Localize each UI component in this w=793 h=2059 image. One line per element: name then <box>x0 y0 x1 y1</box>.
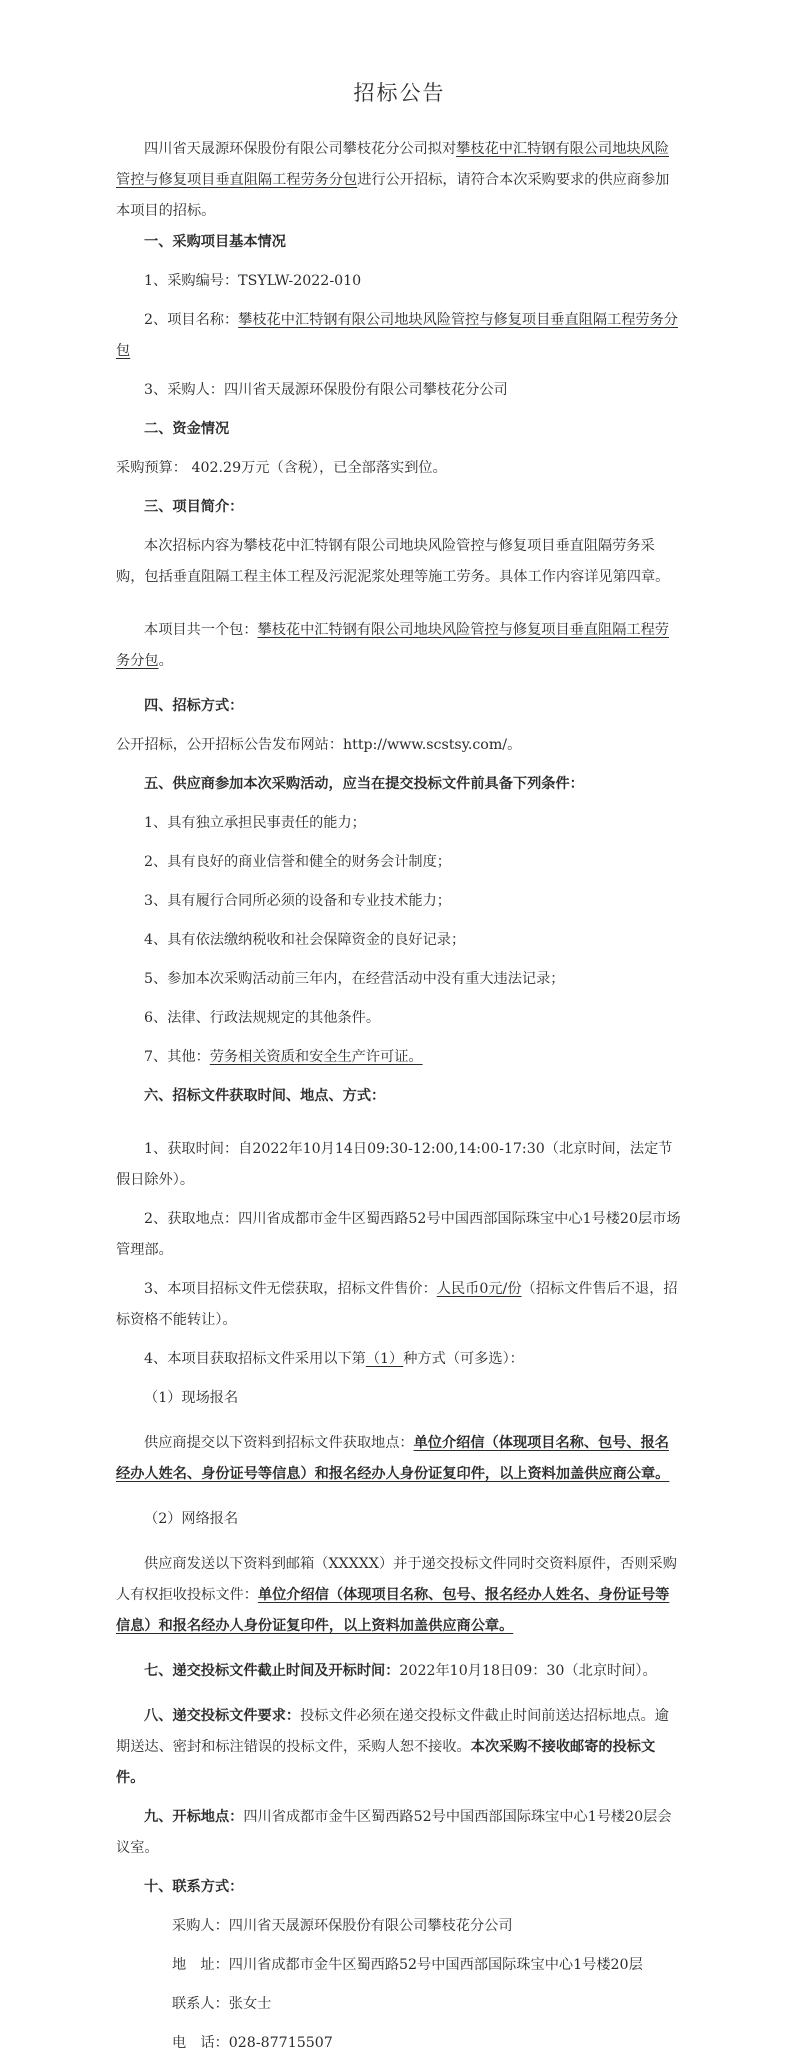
condition-item-other: 7、其他：劳务相关资质和安全生产许可证。 <box>144 1049 423 1065</box>
online-required-documents: 单位介绍信（体现项目名称、包号、报名经办人姓名、身份证号等信息）和报名经办人身份证复印件，以上资料加盖供应商公章。 <box>116 1587 670 1634</box>
condition-item: 6、法律、行政法规规定的其他条件。 <box>144 1010 381 1026</box>
onsite-required-documents: 单位介绍信（体现项目名称、包号、报名经办人姓名、身份证号等信息）和报名经办人身份证复印件，以上资料加盖供应商公章。 <box>116 1435 670 1482</box>
project-summary: 本次招标内容为攀枝花中汇特钢有限公司地块风险管控与修复项目垂直阻隔劳务采购，包括垂直阻隔工程主体工程及污泥泥浆处理等施工劳务。具体工作内容详见第四章。 <box>116 538 670 585</box>
method-number: （1） <box>365 1351 404 1367</box>
package-name: 攀枝花中汇特钢有限公司地块风险管控与修复项目垂直阻隔工程劳务分包 <box>116 622 669 669</box>
acquisition-method: 4、本项目获取招标文件采用以下第（1）种方式（可多选）： <box>144 1351 524 1367</box>
project-name: 2、项目名称：攀枝花中汇特钢有限公司地块风险管控与修复项目垂直阻隔工程劳务分包 <box>116 312 678 359</box>
other-requirement: 劳务相关资质和安全生产许可证。 <box>209 1049 423 1065</box>
price-value: 人民币0元/份 <box>436 1281 522 1297</box>
condition-item: 3、具有履行合同所必须的设备和专业技术能力； <box>144 893 451 909</box>
section-8-heading: 八、递交投标文件要求： <box>144 1708 301 1724</box>
onsite-registration-title: （1）现场报名 <box>144 1390 239 1406</box>
condition-item: 1、具有独立承担民事责任的能力； <box>144 815 366 831</box>
package-info: 本项目共一个包：攀枝花中汇特钢有限公司地块风险管控与修复项目垂直阻隔工程劳务分包。 <box>116 622 669 669</box>
section-1-heading: 一、采购项目基本情况 <box>144 234 286 250</box>
condition-item: 5、参加本次采购活动前三年内，在经营活动中没有重大违法记录； <box>144 971 565 987</box>
section-3-heading: 三、项目简介： <box>144 499 244 515</box>
section-6-heading: 六、招标文件获取时间、地点、方式： <box>144 1088 386 1104</box>
online-registration-text: 供应商发送以下资料到邮箱（XXXXX）并于递交投标文件同时交资料原件，否则采购人有权拒收投标文件：单位介绍信（体现项目名称、包号、报名经办人姓名、身份证号等信息）和报名经办人身份证复印件，以上资料加盖供应商公章。 <box>116 1556 677 1634</box>
contact-phone: 电 话：028-87715507 <box>172 2035 333 2051</box>
section-7: 七、递交投标文件截止时间及开标时间：2022年10月18日09：30（北京时间）。 <box>144 1663 657 1679</box>
bidding-method: 公开招标，公开招标公告发布网站：http://www.scstsy.com/。 <box>116 737 522 753</box>
project-name-value: 攀枝花中汇特钢有限公司地块风险管控与修复项目垂直阻隔工程劳务分包 <box>116 312 678 359</box>
section-5-heading: 五、供应商参加本次采购活动，应当在提交投标文件前具备下列条件： <box>144 776 584 792</box>
purchaser: 3、采购人：四川省天晟源环保股份有限公司攀枝花分公司 <box>144 382 508 398</box>
section-8: 八、递交投标文件要求：投标文件必须在递交投标文件截止时间前送达招标地点。逾期送达、密封和标注错误的投标文件，采购人恕不接收。本次采购不接收邮寄的投标文件。 <box>116 1708 669 1786</box>
section-2-heading: 二、资金情况 <box>144 421 230 437</box>
contact-person: 联系人：张女士 <box>172 1996 272 2012</box>
project-name-link: 攀枝花中汇特钢有限公司地块风险管控与修复项目垂直阻隔工程劳务分包 <box>116 141 669 188</box>
acquisition-time: 1、获取时间：自2022年10月14日09:30-12:00,14:00-17:30（北京时间，法定节假日除外）。 <box>116 1141 673 1188</box>
section-9: 九、开标地点：四川省成都市金牛区蜀西路52号中国西部国际珠宝中心1号楼20层会议室。 <box>116 1809 672 1856</box>
section-9-heading: 九、开标地点： <box>144 1809 244 1825</box>
section-4-heading: 四、招标方式： <box>144 698 244 714</box>
condition-item: 2、具有良好的商业信誉和健全的财务会计制度； <box>144 854 451 870</box>
onsite-registration-text: 供应商提交以下资料到招标文件获取地点：单位介绍信（体现项目名称、包号、报名经办人姓名、身份证号等信息）和报名经办人身份证复印件，以上资料加盖供应商公章。 <box>116 1435 670 1482</box>
contact-address: 地 址：四川省成都市金牛区蜀西路52号中国西部国际珠宝中心1号楼20层 <box>172 1957 643 1973</box>
page-title: 招标公告 <box>353 81 446 105</box>
document-price: 3、本项目招标文件无偿获取，招标文件售价：人民币0元/份（招标文件售后不退，招标资格不能转让）。 <box>116 1281 678 1328</box>
procurement-number: 1、采购编号：TSYLW-2022-010 <box>144 273 362 289</box>
condition-item: 4、具有依法缴纳税收和社会保障资金的良好记录； <box>144 932 466 948</box>
section-10-heading: 十、联系方式： <box>144 1879 244 1895</box>
online-registration-title: （2）网络报名 <box>144 1511 239 1527</box>
acquisition-location: 2、获取地点：四川省成都市金牛区蜀西路52号中国西部国际珠宝中心1号楼20层市场管理部。 <box>116 1211 681 1258</box>
intro-paragraph: 四川省天晟源环保股份有限公司攀枝花分公司拟对攀枝花中汇特钢有限公司地块风险管控与修复项目垂直阻隔工程劳务分包进行公开招标，请符合本次采购要求的供应商参加本项目的招标。 <box>116 141 670 219</box>
contact-buyer: 采购人：四川省天晟源环保股份有限公司攀枝花分公司 <box>172 1918 513 1934</box>
no-mail-notice: 本次采购不接收邮寄的投标文件。 <box>116 1739 656 1786</box>
section-7-heading: 七、递交投标文件截止时间及开标时间： <box>144 1663 400 1679</box>
budget-text: 采购预算： 402.29万元（含税），已全部落实到位。 <box>116 460 447 476</box>
